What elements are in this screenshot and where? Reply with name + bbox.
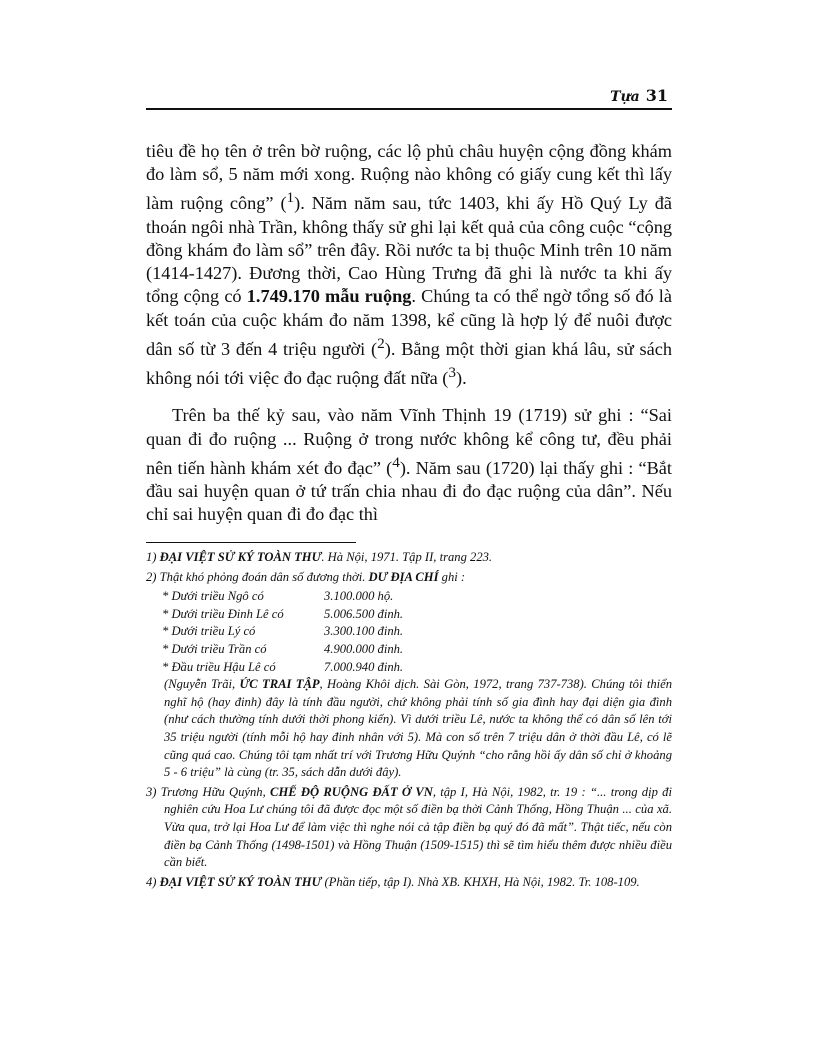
paragraph-2 [146,404,672,526]
footnote-3-title: CHẾ ĐỘ RUỘNG ĐẤT Ở VN [270,784,433,799]
population-dynasty: * Dưới triều Ngô có [162,589,264,604]
paragraph-2-text-b: ). Năm sau (1720) lại thấy ghi : “Bắt đầu sai huyện quan ở tứ trấn chia nhau đi đo đạc ruộng của dân”. Nếu chỉ sai huyện quan đi đo đạc thì [146,457,672,525]
footnote-2-citation-b: , Hoàng Khôi dịch. Sài Gòn, 1972, trang 737-738). Chúng tôi thiển nghĩ hộ (hay đinh) đây là tính đầu người, chứ không phải tính số gia đình hay đại diện gia đình (như cách thường tính dưới thời phong kiến). Vì dưới triều Lê, nước ta không thể có dân số lên tới 35 triệu người (tính mỗi hộ hay đinh nhân với 5). Mà con số trên 7 triệu dân ở thời đầu Lê, có lẽ cũng quá cao. Chúng tôi tạm nhất trí với Trương Hữu Quýnh “cho rằng hồi ấy dân số chỉ ở khoảng 5 - 6 triệu” là cùng (tr. 35, sách dẫn dưới đây). [164,677,673,780]
footnote-1-text: . Hà Nội, 1971. Tập II, trang 223. [321,550,493,564]
population-row [146,641,672,659]
footnote-rule [146,542,356,543]
footnote-3 [146,784,672,872]
footnote-1-number: 1) [146,550,157,564]
population-value: 3.100.000 hộ. [324,589,394,604]
population-value: 3.300.100 đinh. [324,624,404,639]
population-value: 5.006.500 đinh. [324,606,404,621]
header-rule [146,108,672,110]
footnote-2-citation-title: ỨC TRAI TẬP [239,677,320,692]
paragraph-1 [146,140,672,390]
population-dynasty: * Dưới triều Đinh Lê có [162,606,284,621]
footnote-2 [146,569,672,587]
footnote-2-text-a: Thật khó phỏng đoán dân số đương thời. [159,569,366,584]
footnote-ref-3: 3 [448,364,456,382]
footnote-2-citation [164,676,672,782]
footnote-4 [146,874,672,892]
population-row [146,659,672,677]
header-label [610,86,668,105]
footnote-4-text: (Phần tiếp, tập I). Nhà XB. KHXH, Hà Nội, 1982. Tr. 108-109. [321,874,640,889]
footnote-3-number: 3) [146,784,157,799]
footnote-ref-4: 4 [392,453,400,471]
population-row [146,588,672,606]
paragraph-2-text-a: Trên ba thế kỷ sau, vào năm Vĩnh Thịnh 19 (1719) sử ghi : “Sai quan đi đo ruộng ... Ruộng ở trong nước không kể công tư, đều phải nên tiến hành khám xét đo đạc” ( [146,405,672,478]
population-dynasty: * Dưới triều Trần có [162,641,267,656]
footnote-2-number: 2) [146,569,157,584]
footnotes [146,549,672,893]
population-value: 4.900.000 đinh. [324,641,404,656]
footnote-3-text-a: Trương Hữu Quýnh, [160,784,266,799]
paragraph-1-text-d: ). Bằng một thời gian khá lâu, sử sách không nói tới việc đo đạc ruộng đất nữa ( [146,338,672,389]
footnote-2-title: DƯ ĐỊA CHÍ [368,569,439,584]
paragraph-1-text-b: ). Năm năm sau, tức 1403, khi ấy Hồ Quý Ly đã thoán ngôi nhà Trần, không thấy sử ghi lại kết quả của công cuộc “cộng đồng khám đo làm sổ” trên đây. Rồi nước ta bị thuộc Minh trên 10 năm (1414-1427). Đương thời, Cao Hùng Trưng đã ghi là nước ta khi ấy tổng cộng có [146,193,672,307]
paragraph-1-text-a: tiêu đề họ tên ở trên bờ ruộng, các lộ phủ châu huyện cộng đồng khám đo làm sổ, 5 năm mới xong. Ruộng nào không có giấy cung kết thì lấy làm ruộng công” ( [146,141,672,214]
main-text [146,140,672,526]
footnote-4-number: 4) [146,874,157,889]
page-number: 31 [645,86,668,105]
footnote-1 [146,549,672,567]
footnote-4-title: ĐẠI VIỆT SỬ KÝ TOÀN THƯ [159,874,322,889]
footnote-2-citation-a: (Nguyễn Trãi, [164,677,236,692]
population-dynasty: * Đầu triều Hậu Lê có [162,659,276,674]
population-dynasty: * Dưới triều Lý có [162,624,256,639]
header-section-name: Tựa [610,89,640,105]
population-row [146,623,672,641]
paragraph-1-text-c: . Chúng ta có thể ngờ tổng số đó là kết toán của cuộc khám đo năm 1398, kể cũng là hợp lý để nuôi được dân số từ 3 đến 4 triệu người ( [146,286,672,359]
paragraph-1-bold-figure: 1.749.170 mẫu ruộng [246,286,412,307]
footnote-ref-2: 2 [377,334,385,352]
population-row [146,606,672,624]
population-value: 7.000.940 đinh. [324,659,404,674]
footnote-ref-1: 1 [286,189,295,207]
paragraph-1-text-e: ). [455,368,467,389]
footnote-2-text-b: ghi : [438,569,466,584]
footnote-1-title: ĐẠI VIỆT SỬ KÝ TOÀN THƯ [159,550,322,564]
running-header [146,86,672,106]
footnote-3-text-b: , tập I, Hà Nội, 1982, tr. 19 : “... trong dịp đi nghiên cứu Hoa Lư chúng tôi đã được đọc một số điền bạ thời Cảnh Thống, Hồng Thuận ... của xã. Vừa qua, trở lại Hoa Lư để làm việc thì nghe nói cả tập điền bạ quý đó đã mất”. Thật tiếc, nếu còn điền bạ Cảnh Thống (1498-1501) và Hồng Thuận (1509-1515) thì sẽ tìm hiểu thêm được nhiều điều cần biết. [164,784,672,870]
